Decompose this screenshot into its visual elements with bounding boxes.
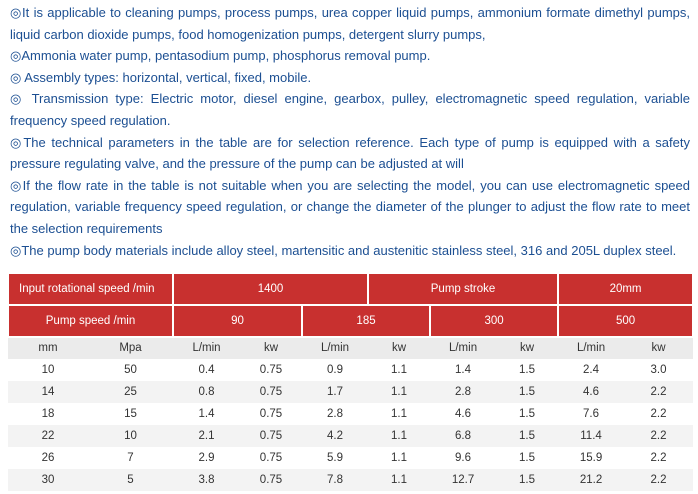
table-row	[8, 403, 693, 425]
table-cell: 14	[8, 381, 88, 403]
table-cell: 1.5	[496, 469, 558, 491]
table-cell: 0.75	[240, 359, 302, 381]
table-cell: 5	[88, 469, 173, 491]
table-cell: 2.2	[624, 447, 693, 469]
table-cell: 0.75	[240, 381, 302, 403]
table-cell: 3.8	[173, 469, 240, 491]
table-row	[8, 425, 693, 447]
description-text	[10, 2, 690, 261]
table-cell: 1.1	[368, 425, 430, 447]
table-cell: 1.4	[173, 403, 240, 425]
table-cell: 2.2	[624, 425, 693, 447]
paragraph-applications: ◎It is applicable to cleaning pumps, process pumps, urea copper liquid pumps, ammonium formate dimethyl pumps, liquid carbon dioxide pumps, food homogenization pumps, detergent slurry pumps,	[10, 5, 690, 42]
table-cell: 4.6	[558, 381, 624, 403]
paragraph-pump-types: ◎Ammonia water pump, pentasodium pump, phosphorus removal pump.	[10, 48, 431, 64]
table-cell: 4.2	[302, 425, 368, 447]
table-cell: 10	[8, 359, 88, 381]
column-header-power: kw	[240, 337, 302, 359]
table-cell: 9.6	[430, 447, 496, 469]
table-cell: 1.1	[368, 381, 430, 403]
table-cell: 0.9	[302, 359, 368, 381]
table-cell: 1.1	[368, 403, 430, 425]
column-header-plunger-diameter: mm	[8, 337, 88, 359]
table-row	[8, 469, 693, 491]
table-cell: 1.4	[430, 359, 496, 381]
paragraph-assembly-types: ◎ Assembly types: horizontal, vertical, fixed, mobile.	[10, 69, 312, 85]
input-speed-label: Input rotational speed /min	[8, 273, 173, 305]
table-cell: 26	[8, 447, 88, 469]
paragraph-transmission-type: ◎ Transmission type: Electric motor, diesel engine, gearbox, pulley, electromagnetic speed regulation, variable frequency speed regulation.	[10, 91, 690, 128]
table-cell: 25	[88, 381, 173, 403]
table-cell: 0.75	[240, 447, 302, 469]
table-cell: 12.7	[430, 469, 496, 491]
table-cell: 30	[8, 469, 88, 491]
table-cell: 1.1	[368, 469, 430, 491]
table-cell: 7.6	[558, 403, 624, 425]
table-cell: 1.5	[496, 403, 558, 425]
pump-speed-value: 300	[430, 305, 558, 337]
table-cell: 0.75	[240, 469, 302, 491]
table-cell: 15	[88, 403, 173, 425]
table-cell: 1.1	[368, 359, 430, 381]
table-cell: 1.5	[496, 447, 558, 469]
table-cell: 0.75	[240, 403, 302, 425]
table-cell: 1.1	[368, 447, 430, 469]
column-header-flow: L/min	[430, 337, 496, 359]
column-header-flow: L/min	[173, 337, 240, 359]
table-cell: 6.8	[430, 425, 496, 447]
paragraph-flow-rate: ◎If the flow rate in the table is not suitable when you are selecting the model, you can use electromagnetic speed regulation, variable frequency speed regulation, or change the diameter of the plunger to adjust the flow rate to meet the selection requirements	[10, 177, 690, 236]
table-cell: 15.9	[558, 447, 624, 469]
column-header-power: kw	[368, 337, 430, 359]
table-cell: 2.8	[302, 403, 368, 425]
pump-speed-value: 500	[558, 305, 693, 337]
table-cell: 21.2	[558, 469, 624, 491]
column-header-flow: L/min	[558, 337, 624, 359]
column-header-row	[8, 337, 693, 359]
table-cell: 4.6	[430, 403, 496, 425]
table-cell: 7.8	[302, 469, 368, 491]
table-row	[8, 447, 693, 469]
pump-speed-label: Pump speed /min	[8, 305, 173, 337]
header-row-input-speed	[8, 273, 693, 305]
table-cell: 2.4	[558, 359, 624, 381]
table-cell: 10	[88, 425, 173, 447]
pump-speed-value: 90	[173, 305, 302, 337]
column-header-flow: L/min	[302, 337, 368, 359]
table-cell: 7	[88, 447, 173, 469]
table-cell: 11.4	[558, 425, 624, 447]
table-cell: 2.2	[624, 381, 693, 403]
input-speed-value: 1400	[173, 273, 368, 305]
table-cell: 0.8	[173, 381, 240, 403]
header-row-pump-speed	[8, 305, 693, 337]
table-cell: 0.75	[240, 425, 302, 447]
table-cell: 22	[8, 425, 88, 447]
pump-stroke-label: Pump stroke	[368, 273, 558, 305]
column-header-pressure: Mpa	[88, 337, 173, 359]
table-cell: 5.9	[302, 447, 368, 469]
table-cell: 2.8	[430, 381, 496, 403]
table-row	[8, 359, 693, 381]
paragraph-materials: ◎The pump body materials include alloy steel, martensitic and austenitic stainless steel, 316 and 205L duplex steel.	[10, 242, 677, 258]
pump-spec-table	[7, 272, 694, 491]
column-header-power: kw	[496, 337, 558, 359]
table-cell: 1.7	[302, 381, 368, 403]
table-cell: 50	[88, 359, 173, 381]
table-cell: 1.5	[496, 381, 558, 403]
table-cell: 1.5	[496, 359, 558, 381]
table-cell: 1.5	[496, 425, 558, 447]
pump-speed-value: 185	[302, 305, 430, 337]
table-cell: 2.9	[173, 447, 240, 469]
table-cell: 3.0	[624, 359, 693, 381]
column-header-power: kw	[624, 337, 693, 359]
table-cell: 2.2	[624, 469, 693, 491]
table-cell: 0.4	[173, 359, 240, 381]
pump-stroke-value: 20mm	[558, 273, 693, 305]
table-cell: 18	[8, 403, 88, 425]
table-cell: 2.2	[624, 403, 693, 425]
paragraph-technical-parameters: ◎The technical parameters in the table are for selection reference. Each type of pump is equipped with a safety pressure regulating valve, and the pressure of the pump can be adjusted at will	[10, 134, 690, 172]
table-row	[8, 381, 693, 403]
table-cell: 2.1	[173, 425, 240, 447]
